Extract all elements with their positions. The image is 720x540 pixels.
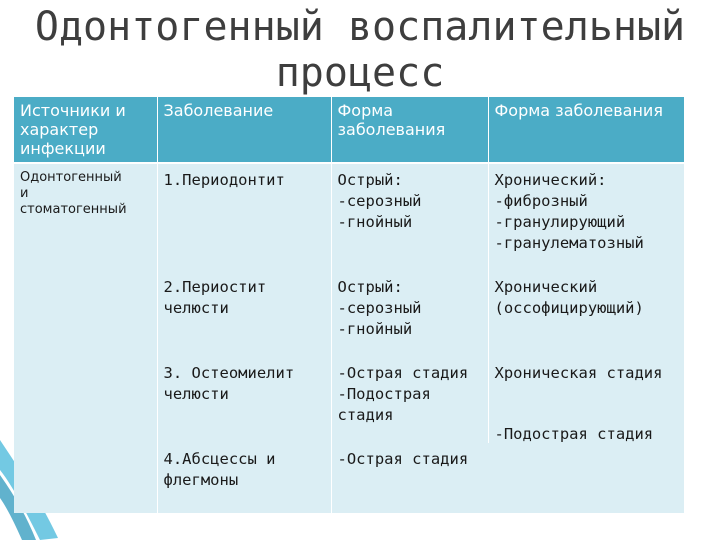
slide-title	[0, 4, 720, 96]
form-1-cell: Острый: -серозный -гнойный	[331, 271, 488, 357]
form-1-cell: Острый: -серозный -гнойный	[331, 163, 488, 271]
inflammation-table	[14, 97, 684, 513]
form-2-cell: Хронический: -фиброзный -гранулирующий -гранулематозный	[488, 163, 684, 271]
header-disease: Заболевание	[157, 97, 331, 163]
header-form-1: Форма заболевания	[331, 97, 488, 163]
form-2-cell: Хронический (оссофицирующий)	[488, 271, 684, 357]
disease-cell: 3. Остеомиелит челюсти	[157, 357, 331, 443]
disease-cell: 2.Периостит челюсти	[157, 271, 331, 357]
disease-cell: 4.Абсцессы и флегмоны	[157, 443, 331, 513]
table-row	[14, 163, 684, 271]
form-1-cell: -Острая стадия	[331, 443, 488, 513]
disease-cell: 1.Периодонтит	[157, 163, 331, 271]
header-form-2: Форма заболевания	[488, 97, 684, 163]
title-line-2: процесс	[275, 50, 445, 96]
header-source: Источники и характер инфекции	[14, 97, 157, 163]
table-header-row	[14, 97, 684, 163]
form-2-cell: Хроническая стадия -Подострая стадия	[488, 357, 684, 513]
form-1-cell: -Острая стадия -Подострая стадия	[331, 357, 488, 443]
source-cell: Одонтогенный и стоматогенный	[14, 163, 157, 513]
title-line-1: Одонтогенный воспалительный	[34, 4, 686, 50]
